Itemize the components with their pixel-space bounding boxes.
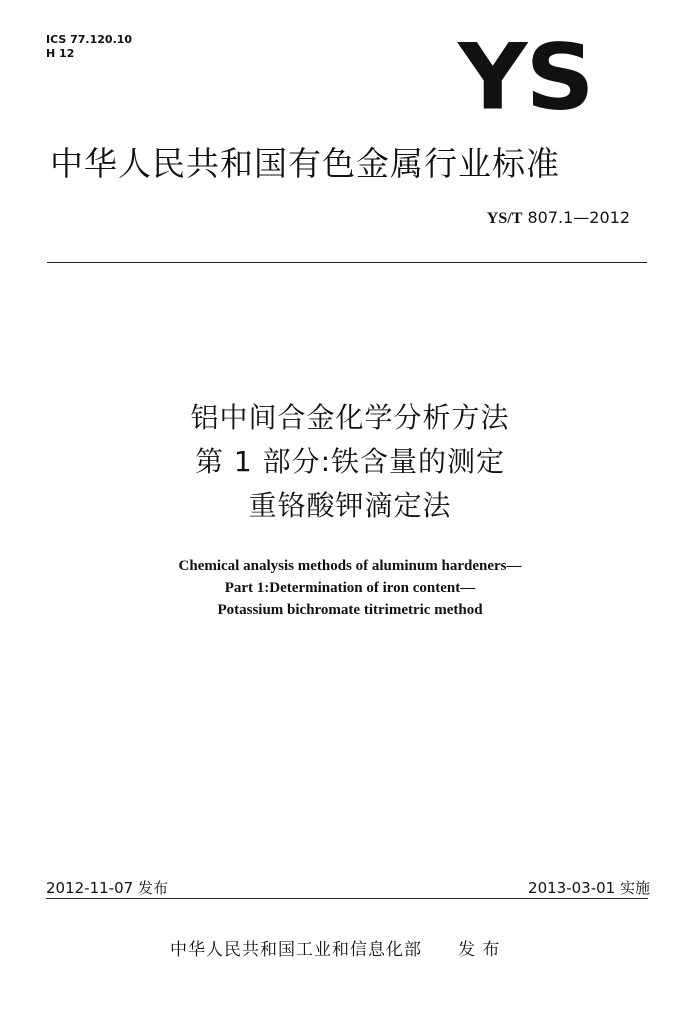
issue-date: 2012-11-07 发布 bbox=[46, 879, 168, 897]
english-title-line-1: Chemical analysis methods of aluminum hardeners— bbox=[178, 558, 522, 574]
english-title bbox=[0, 555, 700, 621]
footer-divider bbox=[46, 898, 648, 899]
implementation-date: 2013-03-01 实施 bbox=[528, 879, 650, 897]
issuer-action: 发 布 bbox=[458, 940, 501, 960]
english-title-line-2: Part 1:Determination of iron content— bbox=[224, 580, 476, 596]
ccs-code: H 12 bbox=[46, 47, 75, 60]
standard-category-title: 中华人民共和国有色金属行业标准 bbox=[50, 144, 560, 183]
issuer-line bbox=[170, 935, 500, 960]
standard-number-prefix: YS/T bbox=[486, 210, 523, 227]
chinese-title bbox=[0, 396, 700, 528]
issuer-name: 中华人民共和国工业和信息化部 bbox=[170, 940, 422, 960]
classification-codes bbox=[46, 33, 132, 61]
header-divider bbox=[47, 262, 647, 263]
ys-logo: YS bbox=[458, 23, 593, 131]
standard-number-value: 807.1—2012 bbox=[527, 208, 630, 227]
standard-number bbox=[487, 208, 630, 228]
chinese-title-line-1: 铝中间合金化学分析方法 bbox=[190, 401, 510, 434]
ics-code: ICS 77.120.10 bbox=[46, 33, 133, 46]
english-title-line-3: Potassium bichromate titrimetric method bbox=[217, 602, 483, 618]
chinese-title-line-2: 第 1 部分:铁含量的测定 bbox=[194, 445, 506, 478]
chinese-title-line-3: 重铬酸钾滴定法 bbox=[248, 489, 452, 522]
